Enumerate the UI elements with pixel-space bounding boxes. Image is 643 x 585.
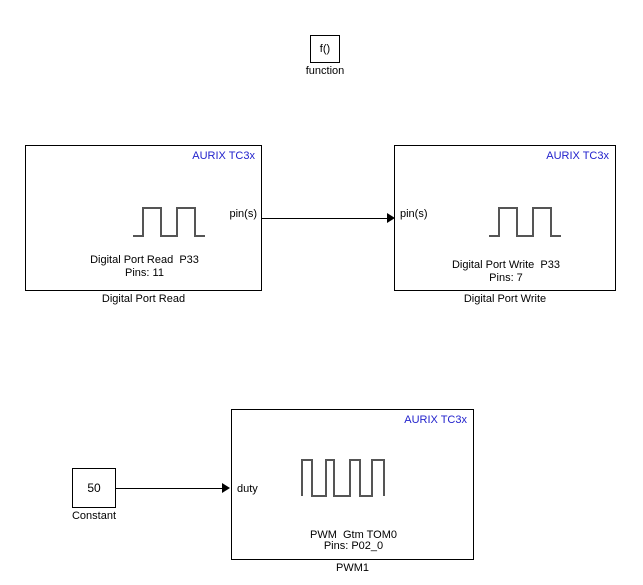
digital-port-read-line2: Pins: 11 xyxy=(125,267,164,279)
signal-line-constant-to-pwm[interactable] xyxy=(116,488,222,489)
pwm1-block[interactable] xyxy=(231,409,474,560)
digital-port-write-input-port-label: pin(s) xyxy=(400,208,428,220)
digital-port-write-block[interactable] xyxy=(394,145,616,291)
signal-arrow-constant-to-pwm xyxy=(222,483,230,493)
pwm1-line2: Pins: P02_0 xyxy=(323,540,384,552)
digital-port-write-line1: Digital Port Write P33 xyxy=(451,259,560,271)
pwm-waveform-icon xyxy=(300,456,386,498)
constant-block[interactable] xyxy=(72,468,116,508)
constant-value: 50 xyxy=(87,481,101,495)
function-block-label: f() xyxy=(319,43,331,55)
digital-port-read-block[interactable] xyxy=(25,145,262,291)
signal-line-read-to-write[interactable] xyxy=(262,218,387,219)
pwm1-input-port-label: duty xyxy=(237,483,258,495)
digital-port-write-line2: Pins: 7 xyxy=(489,272,523,284)
digital-port-write-caption: Digital Port Write xyxy=(463,293,547,305)
function-block[interactable] xyxy=(310,35,340,63)
digital-port-write-brand: AURIX TC3x xyxy=(546,150,609,162)
constant-caption: Constant xyxy=(71,510,117,522)
pulse-waveform-icon xyxy=(131,204,207,238)
digital-port-read-output-port-label: pin(s) xyxy=(229,208,257,220)
pwm1-brand: AURIX TC3x xyxy=(404,414,467,426)
digital-port-read-line1: Digital Port Read P33 xyxy=(90,254,199,266)
digital-port-read-brand: AURIX TC3x xyxy=(192,150,255,162)
function-block-caption: function xyxy=(305,65,345,77)
pwm1-line1: PWM Gtm TOM0 xyxy=(310,529,397,541)
pulse-waveform-icon xyxy=(487,204,563,238)
digital-port-read-caption: Digital Port Read xyxy=(101,293,186,305)
pwm1-caption: PWM1 xyxy=(336,562,369,574)
